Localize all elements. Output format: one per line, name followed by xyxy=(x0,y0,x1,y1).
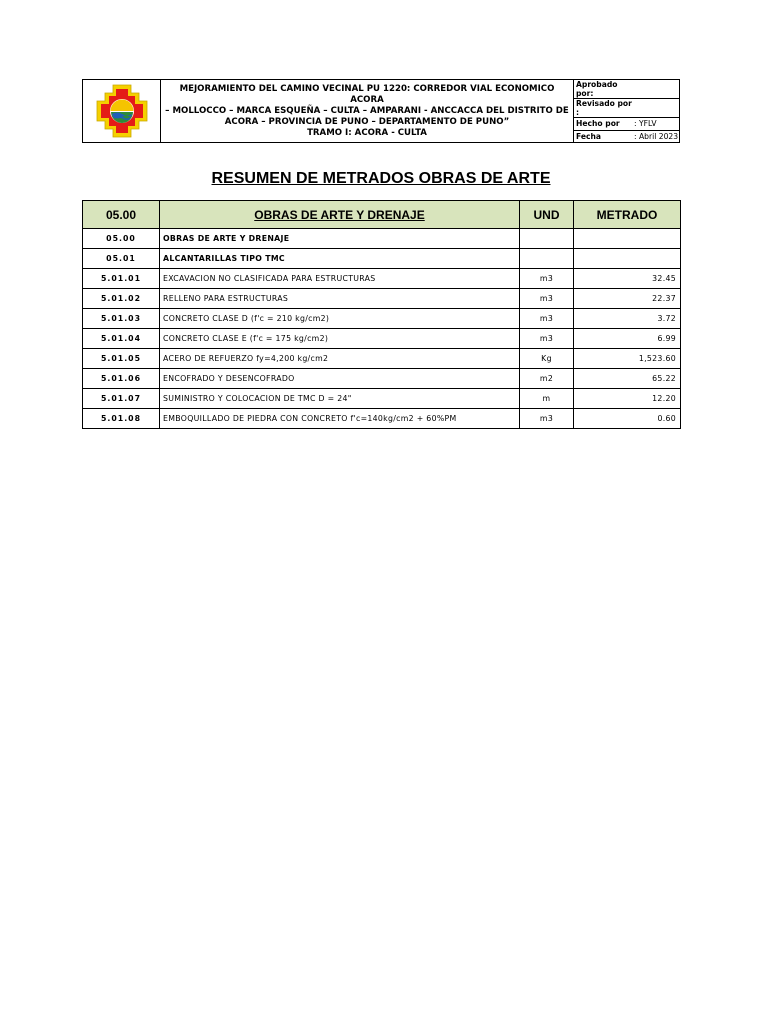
cell-amount xyxy=(574,229,681,249)
cell-code: 5.01.07 xyxy=(83,389,160,409)
meta-label: Revisado por : xyxy=(576,99,632,117)
header-description: OBRAS DE ARTE Y DRENAJE xyxy=(160,201,520,229)
header-code: 05.00 xyxy=(83,201,160,229)
cell-description: CONCRETO CLASE D (f'c = 210 kg/cm2) xyxy=(160,309,520,329)
table-row xyxy=(83,369,681,389)
meta-label: Fecha xyxy=(576,131,602,141)
table-header-row xyxy=(83,201,681,229)
cell-code: 5.01.08 xyxy=(83,409,160,429)
cell-unit: m3 xyxy=(520,309,574,329)
meta-value: : Abril 2023 xyxy=(634,131,679,141)
table-row xyxy=(83,389,681,409)
table-row xyxy=(83,309,681,329)
cell-amount: 1,523.60 xyxy=(574,349,681,369)
approval-block xyxy=(574,80,679,142)
cell-description: EXCAVACION NO CLASIFICADA PARA ESTRUCTURAS xyxy=(160,269,520,289)
table-row xyxy=(83,409,681,429)
quantities-table xyxy=(82,200,681,429)
section-title: RESUMEN DE METRADOS OBRAS DE ARTE xyxy=(211,170,551,187)
cell-description: EMBOQUILLADO DE PIEDRA CON CONCRETO f'c=140kg/cm2 + 60%PM xyxy=(160,409,520,429)
cell-amount: 22.37 xyxy=(574,289,681,309)
table-row xyxy=(83,269,681,289)
cell-description: ALCANTARILLAS TIPO TMC xyxy=(160,249,520,269)
cell-code: 5.01.04 xyxy=(83,329,160,349)
cell-amount: 3.72 xyxy=(574,309,681,329)
cell-amount: 6.99 xyxy=(574,329,681,349)
meta-value: : YFLV xyxy=(634,119,657,129)
cell-unit xyxy=(520,229,574,249)
meta-row-date xyxy=(574,131,679,143)
table-row xyxy=(83,329,681,349)
cell-amount xyxy=(574,249,681,269)
cell-code: 05.01 xyxy=(83,249,160,269)
cell-code: 5.01.03 xyxy=(83,309,160,329)
cell-description: ENCOFRADO Y DESENCOFRADO xyxy=(160,369,520,389)
project-title-line-3: ACORA – PROVINCIA DE PUNO – DEPARTAMENTO DE PUNO” xyxy=(224,116,510,127)
cell-description: SUMINISTRO Y COLOCACION DE TMC D = 24" xyxy=(160,389,520,409)
cell-unit: m3 xyxy=(520,289,574,309)
project-title-line-1: MEJORAMIENTO DEL CAMINO VECINAL PU 1220: CORREDOR VIAL ECONOMICO ACORA xyxy=(179,83,555,105)
cell-unit: Kg xyxy=(520,349,574,369)
cell-amount: 0.60 xyxy=(574,409,681,429)
header-unit: UND xyxy=(520,201,574,229)
cell-unit xyxy=(520,249,574,269)
cell-description: RELLENO PARA ESTRUCTURAS xyxy=(160,289,520,309)
meta-label: Aprobado por: xyxy=(576,80,618,98)
meta-row-approved xyxy=(574,80,679,99)
cell-amount: 32.45 xyxy=(574,269,681,289)
cell-unit: m3 xyxy=(520,409,574,429)
table-row xyxy=(83,249,681,269)
logo-cell xyxy=(83,80,161,142)
cell-unit: m3 xyxy=(520,329,574,349)
project-title-line-2: – MOLLOCCO – MARCA ESQUEÑA – CULTA – AMPARANI - ANCCACCA DEL DISTRITO DE xyxy=(165,105,569,116)
cell-description: OBRAS DE ARTE Y DRENAJE xyxy=(160,229,520,249)
cell-unit: m2 xyxy=(520,369,574,389)
document-header xyxy=(82,79,680,143)
table-row xyxy=(83,349,681,369)
table-row xyxy=(83,289,681,309)
cell-unit: m xyxy=(520,389,574,409)
project-title-line-4: TRAMO I: ACORA - CULTA xyxy=(307,127,427,138)
table-row xyxy=(83,229,681,249)
cell-description: ACERO DE REFUERZO fy=4,200 kg/cm2 xyxy=(160,349,520,369)
project-title xyxy=(161,80,574,142)
cell-amount: 12.20 xyxy=(574,389,681,409)
cell-description: CONCRETO CLASE E (f'c = 175 kg/cm2) xyxy=(160,329,520,349)
meta-label: Hecho por xyxy=(576,119,620,129)
municipal-logo-icon xyxy=(89,83,155,139)
cell-code: 5.01.06 xyxy=(83,369,160,389)
cell-code: 5.01.05 xyxy=(83,349,160,369)
cell-code: 5.01.01 xyxy=(83,269,160,289)
meta-row-reviewed xyxy=(574,99,679,118)
cell-code: 05.00 xyxy=(83,229,160,249)
cell-code: 5.01.02 xyxy=(83,289,160,309)
cell-amount: 65.22 xyxy=(574,369,681,389)
header-amount: METRADO xyxy=(574,201,681,229)
cell-unit: m3 xyxy=(520,269,574,289)
meta-row-made-by xyxy=(574,118,679,131)
